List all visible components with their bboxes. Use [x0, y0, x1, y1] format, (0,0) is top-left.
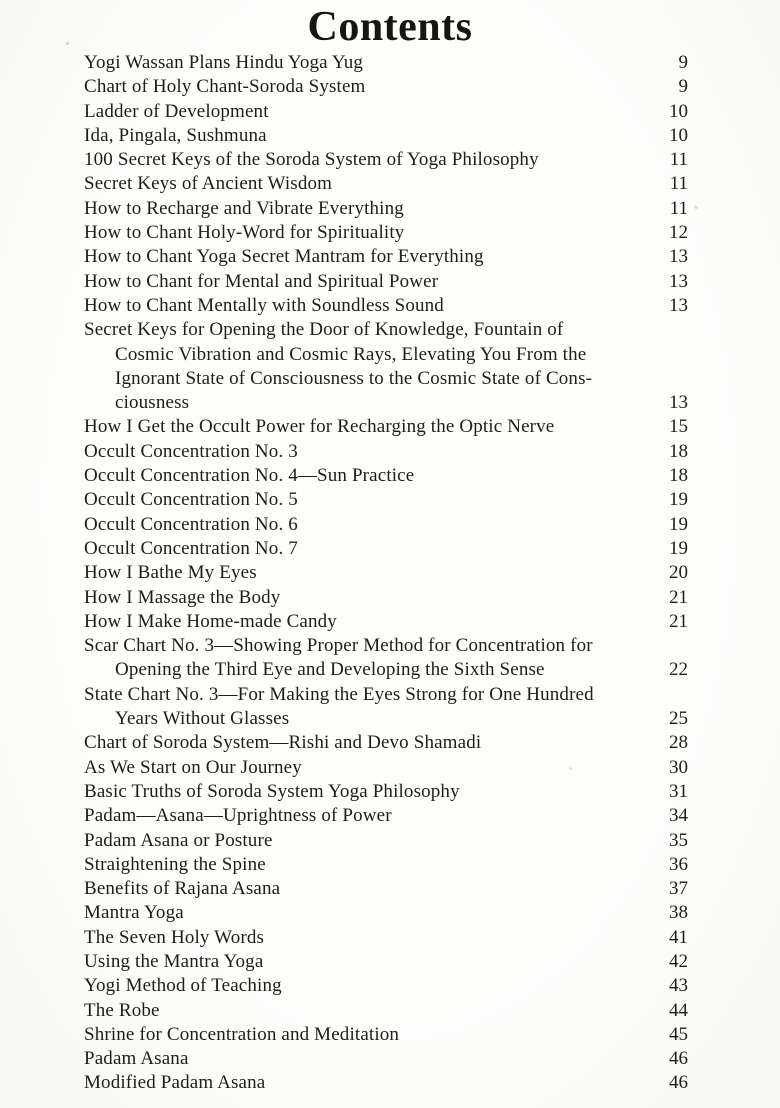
toc-page-number: 11 [669, 149, 688, 171]
toc-page-number: 36 [669, 853, 688, 875]
toc-entry-title [84, 51, 688, 75]
toc-entry [84, 853, 688, 877]
toc-page-number: 11 [669, 173, 688, 195]
toc-entry-title [84, 100, 688, 124]
toc-entry-title [84, 926, 688, 950]
toc-entry-line: Modified Padam Asana [84, 1072, 266, 1094]
toc-entry [84, 513, 688, 537]
toc-page-number: 13 [669, 270, 688, 292]
toc-entry-line: Occult Concentration No. 7 [84, 537, 298, 559]
toc-entry [84, 804, 688, 828]
toc-page-number: 9 [678, 52, 688, 73]
toc-entry-line: Ignorant State of Consciousness to the Cosmic State of Cons- [115, 367, 593, 389]
toc-entry-line: How I Massage the Body [84, 586, 281, 608]
toc-entry-title [84, 197, 688, 221]
toc-entry-title [84, 731, 688, 755]
toc-list [84, 51, 688, 1096]
toc-entry-title [84, 829, 688, 853]
toc-page-number: 41 [669, 926, 688, 948]
toc-entry-line: The Seven Holy Words [84, 926, 265, 948]
toc-entry-line: Ida, Pingala, Sushmuna [84, 124, 267, 146]
toc-entry-title [84, 634, 688, 683]
toc-entry [84, 440, 688, 464]
toc-entry [84, 51, 688, 75]
toc-entry-line: How to Chant Holy-Word for Spirituality [84, 222, 405, 244]
toc-entry-line: How to Recharge and Vibrate Everything [84, 197, 404, 219]
toc-entry-title [84, 804, 688, 828]
toc-entry-line: Occult Concentration No. 5 [84, 489, 298, 511]
toc-entry-title [84, 853, 688, 877]
toc-entry [84, 318, 688, 415]
toc-entry [84, 999, 688, 1023]
toc-page-number: 42 [669, 950, 688, 972]
toc-entry [84, 1047, 688, 1071]
toc-entry-line: ciousness [115, 392, 190, 414]
toc-entry-line: Yogi Wassan Plans Hindu Yoga Yug [84, 52, 364, 73]
toc-entry-line: State Chart No. 3—For Making the Eyes Strong for One Hundred [84, 683, 594, 705]
toc-entry [84, 197, 688, 221]
toc-entry-title [84, 75, 688, 99]
toc-entry [84, 464, 688, 488]
toc-entry-line: Occult Concentration No. 6 [84, 513, 298, 535]
toc-entry [84, 950, 688, 974]
toc-page-number: 20 [669, 562, 688, 584]
scan-speck [694, 205, 699, 210]
toc-page-number: 25 [669, 708, 688, 730]
toc-entry [84, 124, 688, 148]
toc-entry-title [84, 440, 688, 464]
toc-page-number: 34 [669, 805, 688, 827]
toc-entry-title [84, 513, 688, 537]
toc-entry-title [84, 999, 688, 1023]
toc-entry-line: How to Chant for Mental and Spiritual Power [84, 270, 439, 292]
toc-page-number: 19 [669, 489, 688, 511]
toc-page-number: 43 [669, 975, 688, 997]
toc-entry-title [84, 610, 688, 634]
scan-speck [569, 767, 572, 770]
toc-page-number: 13 [669, 294, 688, 316]
toc-entry-line: Shrine for Concentration and Meditation [84, 1023, 400, 1045]
toc-page-number: 18 [669, 440, 688, 462]
toc-entry-title [84, 537, 688, 561]
toc-page-number: 18 [669, 465, 688, 487]
toc-page-number: 13 [669, 246, 688, 268]
toc-entry-title [84, 245, 688, 269]
toc-entry-line: How to Chant Yoga Secret Mantram for Everything [84, 246, 484, 268]
toc-entry-title [84, 901, 688, 925]
toc-entry [84, 1023, 688, 1047]
toc-entry [84, 901, 688, 925]
toc-entry-line: How I Get the Occult Power for Recharging the Optic Nerve [84, 416, 555, 438]
toc-entry-line: Secret Keys for Opening the Door of Knowledge, Fountain of [84, 319, 564, 341]
toc-page-number: 30 [669, 756, 688, 778]
toc-page-number: 19 [669, 537, 688, 559]
toc-entry-title [84, 586, 688, 610]
toc-entry-title [84, 221, 688, 245]
toc-page-number: 28 [669, 732, 688, 754]
toc-entry [84, 537, 688, 561]
toc-entry-line: The Robe [84, 999, 160, 1021]
toc-page-number: 15 [669, 416, 688, 438]
toc-entry-title [84, 294, 688, 318]
toc-page-number: 10 [669, 124, 688, 146]
scan-speck [66, 42, 69, 45]
toc-entry [84, 829, 688, 853]
toc-entry-line: Basic Truths of Soroda System Yoga Philosophy [84, 780, 460, 802]
toc-page-number: 9 [678, 76, 688, 98]
toc-entry-line: Benefits of Rajana Asana [84, 878, 281, 900]
toc-entry [84, 245, 688, 269]
toc-page-number: 12 [669, 222, 688, 244]
toc-entry-title [84, 270, 688, 294]
toc-entry [84, 100, 688, 124]
toc-entry-title [84, 974, 688, 998]
toc-entry-title [84, 756, 688, 780]
toc-entry-line: Chart of Holy Chant-Soroda System [84, 76, 366, 98]
toc-entry-title [84, 780, 688, 804]
toc-entry-title [84, 1047, 688, 1071]
toc-entry-line: Secret Keys of Ancient Wisdom [84, 173, 333, 195]
toc-entry [84, 756, 688, 780]
toc-page-number: 13 [669, 392, 688, 414]
toc-entry-title [84, 1071, 688, 1095]
toc-entry-title [84, 318, 688, 415]
toc-page-number: 46 [669, 1048, 688, 1070]
toc-entry-line: Occult Concentration No. 3 [84, 440, 298, 462]
toc-entry [84, 488, 688, 512]
toc-page-number: 35 [669, 829, 688, 851]
toc-entry-line: Ladder of Development [84, 100, 269, 122]
toc-entry [84, 634, 688, 683]
toc-entry [84, 415, 688, 439]
toc-entry [84, 731, 688, 755]
toc-entry-line: Padam Asana [84, 1048, 189, 1070]
toc-entry-line: Years Without Glasses [115, 708, 290, 730]
toc-entry-line: 100 Secret Keys of the Soroda System of Yoga Philosophy [84, 149, 539, 171]
toc-entry-line: Cosmic Vibration and Cosmic Rays, Elevating You From the [115, 343, 587, 365]
toc-entry-title [84, 683, 688, 732]
toc-page-number: 21 [669, 586, 688, 608]
toc-entry-line: Padam Asana or Posture [84, 829, 273, 851]
toc-page-number: 10 [669, 100, 688, 122]
toc-entry [84, 561, 688, 585]
toc-entry-line: As We Start on Our Journey [84, 756, 302, 778]
toc-page-number: 22 [669, 659, 688, 681]
toc-entry [84, 586, 688, 610]
toc-page-number: 11 [669, 197, 688, 219]
toc-entry-title [84, 464, 688, 488]
toc-entry-line: Using the Mantra Yoga [84, 950, 264, 972]
toc-entry [84, 294, 688, 318]
toc-entry-title [84, 877, 688, 901]
toc-entry-line: Chart of Soroda System—Rishi and Devo Shamadi [84, 732, 482, 754]
toc-entry-title [84, 148, 688, 172]
toc-entry [84, 780, 688, 804]
toc-entry-title [84, 488, 688, 512]
toc-entry [84, 926, 688, 950]
toc-page-number: 44 [669, 999, 688, 1021]
toc-entry-line: How I Bathe My Eyes [84, 562, 257, 584]
toc-entry [84, 683, 688, 732]
toc-page-number: 21 [669, 610, 688, 632]
toc-page-number: 46 [669, 1072, 688, 1094]
toc-entry-line: Yogi Method of Teaching [84, 975, 282, 997]
toc-entry [84, 877, 688, 901]
toc-entry [84, 1071, 688, 1095]
toc-entry-line: Mantra Yoga [84, 902, 184, 924]
toc-entry [84, 172, 688, 196]
page-title: Contents [307, 4, 473, 50]
toc-entry-title [84, 172, 688, 196]
toc-entry-title [84, 950, 688, 974]
toc-page-number: 38 [669, 902, 688, 924]
toc-entry-line: Scar Chart No. 3—Showing Proper Method for Concentration for [84, 635, 593, 657]
toc-entry [84, 270, 688, 294]
toc-entry-title [84, 1023, 688, 1047]
toc-entry-title [84, 124, 688, 148]
toc-entry [84, 974, 688, 998]
toc-entry-line: How to Chant Mentally with Soundless Sound [84, 294, 444, 316]
toc-page-number: 37 [669, 878, 688, 900]
toc-entry-line: Padam—Asana—Uprightness of Power [84, 805, 392, 827]
toc-entry [84, 148, 688, 172]
toc-entry-line: How I Make Home-made Candy [84, 610, 337, 632]
toc-entry [84, 75, 688, 99]
toc-entry-title [84, 561, 688, 585]
toc-entry [84, 610, 688, 634]
toc-entry-line: Opening the Third Eye and Developing the Sixth Sense [115, 659, 545, 681]
toc-page-number: 19 [669, 513, 688, 535]
toc-entry [84, 221, 688, 245]
toc-page-number: 45 [669, 1023, 688, 1045]
toc-entry-line: Straightening the Spine [84, 853, 266, 875]
toc-page-number: 31 [669, 780, 688, 802]
toc-entry-line: Occult Concentration No. 4—Sun Practice [84, 465, 415, 487]
toc-entry-title [84, 415, 688, 439]
